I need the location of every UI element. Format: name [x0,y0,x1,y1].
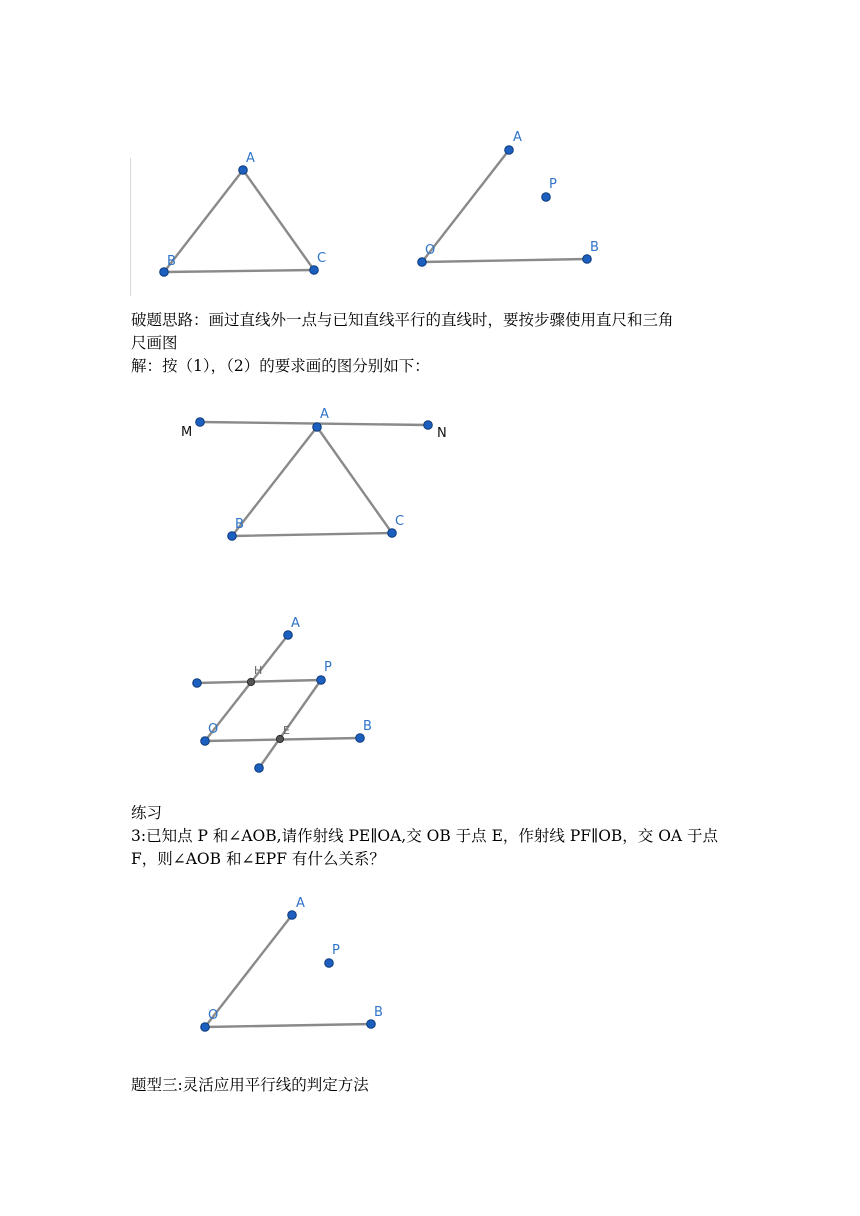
figure-answer-2 [185,610,385,780]
point-c [310,266,319,275]
point-o [418,258,427,267]
point-p [325,959,334,968]
segment-bc [164,270,314,272]
label-p: P [324,660,332,675]
solution-text: 解：按（1），（2）的要求画的图分别如下： [131,357,430,375]
point-a [313,423,322,432]
label-a: A [513,130,522,145]
segment-bc [232,533,392,536]
point-c [388,529,397,538]
point-o [201,1023,210,1032]
point-p [317,676,326,685]
label-a: A [246,151,255,166]
point-b [228,532,237,541]
point-m [196,418,205,427]
figure-exercise-3 [195,890,395,1040]
hint-line-2: 尺画图 [131,334,178,352]
line-pe [259,680,321,768]
label-p: P [332,943,340,958]
point-a [505,146,514,155]
label-c: C [395,514,405,529]
point-p [542,193,551,202]
label-b: B [590,240,599,255]
label-o: O [425,243,436,258]
figure-angle-aob [410,125,610,275]
label-m: M [181,425,193,440]
point-a [284,631,293,640]
exercise-3-line-1: 3:已知点 P 和∠AOB,请作射线 PE∥OA,交 OB 于点 E，作射线 PF∥OB，交 OA 于点 [131,827,719,845]
label-b: B [235,517,244,532]
point-a [239,166,248,175]
label-c: C [317,251,327,266]
segment-ac [243,170,314,270]
label-n: N [437,426,447,441]
label-b: B [363,719,372,734]
line-ph [197,680,321,683]
point-a [288,911,297,920]
point-b [356,734,365,743]
label-o: O [208,1008,219,1023]
label-p: P [549,177,557,192]
point-n [424,421,433,430]
label-o: O [208,722,219,737]
label-b: B [167,254,176,269]
point-b [583,255,592,264]
label-a: A [296,896,305,911]
line-end-left [193,679,202,688]
exercise-3-line-2: F，则∠AOB 和∠EPF 有什么关系？ [131,850,385,868]
point-o [201,737,210,746]
figure-triangle-abc [150,145,340,285]
segment-ac [317,427,392,533]
point-h [247,678,254,685]
label-h: H [254,664,263,677]
figure-answer-1 [175,400,455,550]
segment-ab [232,427,317,536]
figure-edge-line [130,158,131,296]
label-b: B [374,1005,383,1020]
ray-ob [205,1024,371,1027]
point-b [367,1020,376,1029]
label-e: E [283,724,290,737]
line-end-bottom [255,764,264,773]
ray-ob [422,259,587,262]
label-a: A [291,616,300,631]
section-3-title: 题型三:灵活应用平行线的判定方法 [131,1076,369,1094]
label-a: A [320,407,329,422]
practice-title: 练习 [131,804,163,822]
hint-line-1: 破题思路：画过直线外一点与已知直线平行的直线时，要按步骤使用直尺和三角 [131,311,674,329]
